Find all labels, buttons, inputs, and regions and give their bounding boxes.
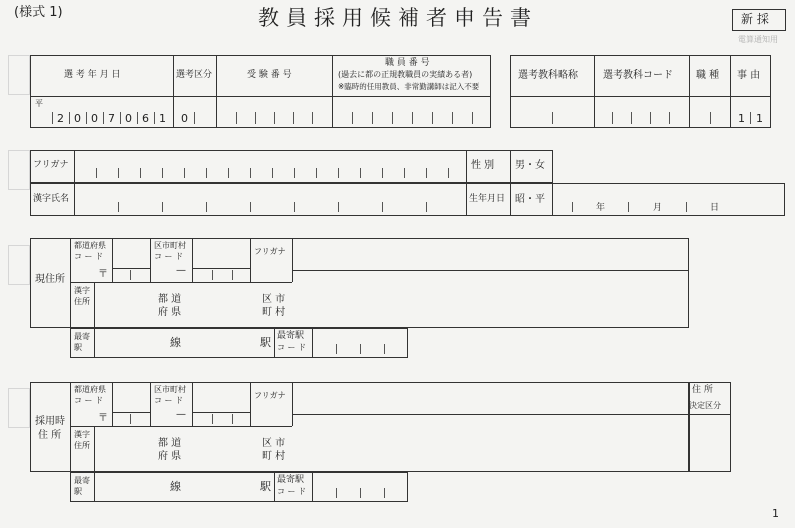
page-title: 教員採用候補者申告書 xyxy=(258,6,538,30)
divider xyxy=(250,238,251,282)
station-code-label: コ ー ド xyxy=(277,487,307,496)
prefecture-label: 都 道 xyxy=(158,294,182,305)
pref-code-suffix: コ ー ド xyxy=(74,252,104,261)
divider xyxy=(250,382,251,426)
subject-info-box[interactable] xyxy=(510,55,771,128)
divider xyxy=(112,382,113,426)
hire-decision-box[interactable] xyxy=(689,382,731,472)
city-code-suffix: コ ー ド xyxy=(154,252,184,261)
current-station-row[interactable] xyxy=(70,328,408,358)
date-digit: 7 xyxy=(108,112,115,125)
ghost-mark xyxy=(8,388,30,428)
station-code-label: 最寄駅 xyxy=(277,331,305,341)
reason-label: 事 由 xyxy=(737,70,761,81)
ghost-mark xyxy=(8,150,30,190)
birth-era-options: 昭・平 xyxy=(515,194,545,205)
hire-address-box[interactable] xyxy=(30,382,689,472)
reason-digit: 1 xyxy=(756,112,763,125)
divider xyxy=(74,150,75,216)
city-code-label: 区市町村 xyxy=(154,241,186,250)
stamp-label: 新 採 xyxy=(741,12,769,26)
postal-mark-icon: 〒 xyxy=(98,269,108,280)
divider xyxy=(70,382,71,472)
kanji-address-label: 漢字 xyxy=(74,286,90,295)
subject-code-label: 選考教科コード xyxy=(603,70,673,81)
divider xyxy=(466,150,467,216)
station-label: 駅 xyxy=(74,487,82,496)
kanji-address-label: 住所 xyxy=(74,297,90,306)
divider xyxy=(510,96,771,97)
exam-number-label: 受 験 番 号 xyxy=(247,70,292,80)
divider xyxy=(70,238,71,328)
year-label: 年 xyxy=(596,203,606,213)
divider xyxy=(594,55,595,128)
city-label: 町 村 xyxy=(262,451,286,462)
divider xyxy=(150,238,151,282)
divider xyxy=(730,55,731,128)
kanji-name-label: 漢字氏名 xyxy=(33,194,70,204)
postal-mark-icon: 〒 xyxy=(98,413,108,424)
divider xyxy=(332,55,333,128)
divider xyxy=(292,382,293,426)
ghost-mark xyxy=(8,245,30,285)
hire-address-label: 採用時 xyxy=(35,416,65,427)
postal-dash: — xyxy=(176,409,186,420)
line-label: 線 xyxy=(170,480,181,493)
city-code-label: 区市町村 xyxy=(154,385,186,394)
address-furigana-label: フリガナ xyxy=(254,247,286,256)
divider xyxy=(192,238,193,282)
date-digit: 0 xyxy=(74,112,81,125)
kanji-name-row[interactable] xyxy=(30,183,785,216)
kanji-address-label: 住所 xyxy=(74,441,90,450)
divider xyxy=(70,426,292,427)
category-digit: 0 xyxy=(181,112,188,125)
date-digit: 6 xyxy=(142,112,149,125)
station-label: 駅 xyxy=(74,343,82,352)
divider xyxy=(70,282,292,283)
job-type-label: 職 種 xyxy=(696,70,720,81)
staff-number-note: (過去に都の正規教職員の実績ある者) xyxy=(338,70,473,79)
address-furigana-label: フリガナ xyxy=(254,391,286,400)
current-address-box[interactable] xyxy=(30,238,689,328)
station-suffix: 駅 xyxy=(260,480,271,493)
divider xyxy=(112,238,113,282)
month-label: 月 xyxy=(653,203,663,213)
station-label: 最寄 xyxy=(74,332,90,341)
sex-options: 男・女 xyxy=(515,160,545,171)
stamp-sublabel: 電算通知用 xyxy=(738,35,778,44)
prefecture-label: 都 道 xyxy=(158,438,182,449)
furigana-label: フリガナ xyxy=(33,160,69,170)
sex-label: 性 別 xyxy=(471,160,495,171)
reason-digit: 1 xyxy=(738,112,745,125)
postal-dash: — xyxy=(176,265,186,276)
era-label: 平 xyxy=(35,99,43,108)
date-digit: 0 xyxy=(91,112,98,125)
staff-number-label: 職 員 番 号 xyxy=(385,58,430,68)
ghost-mark xyxy=(8,55,30,95)
exam-category-label: 選考区分 xyxy=(176,70,213,80)
divider xyxy=(292,270,689,271)
line-label: 線 xyxy=(170,336,181,349)
hire-station-row[interactable] xyxy=(70,472,408,502)
page-number: 1 xyxy=(772,507,779,520)
station-suffix: 駅 xyxy=(260,336,271,349)
divider xyxy=(150,382,151,426)
divider xyxy=(510,150,511,216)
form-number: (様式 1) xyxy=(14,5,63,20)
date-digit: 0 xyxy=(125,112,132,125)
prefecture-label: 府 県 xyxy=(158,307,182,318)
city-label: 区 市 xyxy=(262,438,286,449)
station-code-label: 最寄駅 xyxy=(277,475,305,485)
hire-address-label: 住 所 xyxy=(38,430,62,441)
prefecture-label: 府 県 xyxy=(158,451,182,462)
divider xyxy=(94,282,95,328)
divider xyxy=(216,55,217,128)
pref-code-suffix: コ ー ド xyxy=(74,396,104,405)
pref-code-label: 都道府県 xyxy=(74,385,106,394)
divider xyxy=(94,426,95,472)
divider xyxy=(30,96,491,97)
station-code-label: コ ー ド xyxy=(277,343,307,352)
staff-number-note: ※臨時的任用教員、非常勤講師は記入不要 xyxy=(338,82,480,91)
decision-label: 住 所 xyxy=(692,385,713,395)
date-digit: 1 xyxy=(159,112,166,125)
city-code-suffix: コ ー ド xyxy=(154,396,184,405)
day-label: 日 xyxy=(710,203,720,213)
decision-label: 決定区分 xyxy=(689,401,721,410)
city-label: 区 市 xyxy=(262,294,286,305)
divider xyxy=(173,55,174,128)
current-address-label: 現住所 xyxy=(35,274,65,285)
divider xyxy=(689,55,690,128)
divider xyxy=(292,238,293,282)
date-digit: 2 xyxy=(57,112,64,125)
exam-date-label: 選 考 年 月 日 xyxy=(64,70,121,80)
divider xyxy=(192,382,193,426)
subject-abbr-label: 選考教科略称 xyxy=(518,70,578,81)
birth-label: 生年月日 xyxy=(469,194,506,204)
station-label: 最寄 xyxy=(74,476,90,485)
kanji-address-label: 漢字 xyxy=(74,430,90,439)
city-label: 町 村 xyxy=(262,307,286,318)
divider xyxy=(292,414,689,415)
pref-code-label: 都道府県 xyxy=(74,241,106,250)
